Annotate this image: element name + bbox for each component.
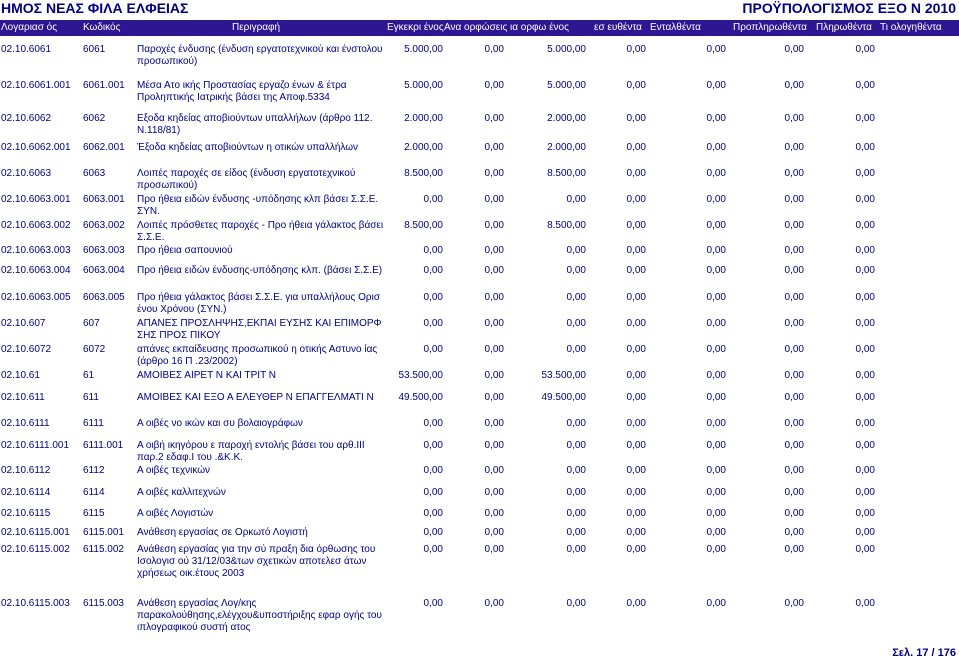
amount-cell: 0,00 [423, 318, 443, 329]
col-prepaid: Προπληρωθέντα [733, 22, 807, 33]
amount-cell: 0,00 [626, 527, 646, 538]
amount-cell: 0,00 [784, 44, 804, 55]
amount-cell: 0,00 [855, 80, 875, 91]
description-cell: Παροχές ένδυσης (ένδυση εργατοτεχνικού και ένστολου προσωπικού) [137, 44, 383, 67]
account-cell: 02.10.6115.003 [1, 598, 70, 609]
amount-cell: 0,00 [706, 113, 726, 124]
amount-cell: 0,00 [855, 598, 875, 609]
amount-cell: 0,00 [626, 440, 646, 451]
amount-cell: 2.000,00 [404, 142, 443, 153]
code-cell: 6061.001 [83, 80, 125, 91]
amount-cell: 0,00 [423, 292, 443, 303]
account-cell: 02.10.6062 [1, 113, 52, 124]
amount-cell: 0,00 [566, 194, 586, 205]
col-committed: εσ ευθέντα [594, 22, 642, 33]
amount-cell: 0,00 [784, 265, 804, 276]
description-cell: Προ ήθεια ειδών ένδυσης -υπόδησης κλπ βάσει Σ.Σ.Ε. ΣΥΝ. [137, 194, 379, 217]
amount-cell: 0,00 [706, 418, 726, 429]
amount-cell: 5.000,00 [404, 44, 443, 55]
amount-cell: 0,00 [484, 80, 504, 91]
amount-cell: 0,00 [626, 292, 646, 303]
amount-cell: 0,00 [626, 487, 646, 498]
table-header [0, 20, 959, 36]
amount-cell: 0,00 [784, 418, 804, 429]
amount-cell: 5.000,00 [547, 80, 586, 91]
amount-cell: 0,00 [423, 465, 443, 476]
description-cell: Ανάθεση εργασίας σε Ορκωτό Λογιστή [137, 527, 308, 538]
account-cell: 02.10.6063.001 [1, 194, 71, 205]
amount-cell: 0,00 [423, 265, 443, 276]
page-header [0, 0, 959, 20]
code-cell: 6062 [83, 113, 106, 124]
amount-cell: 0,00 [626, 508, 646, 519]
col-approved: Εγκεκρι ένος [387, 22, 444, 33]
amount-cell: 0,00 [855, 440, 875, 451]
amount-cell: 0,00 [626, 392, 646, 403]
description-cell: Μέσα Ατο ικής Προστασίας εργαζο ένων & έτρα Προληπτικής Ιατρικής βάσει της Αποφ.5334 [137, 80, 347, 103]
amount-cell: 0,00 [784, 527, 804, 538]
amount-cell: 0,00 [484, 370, 504, 381]
amount-cell: 0,00 [784, 487, 804, 498]
amount-cell: 0,00 [855, 527, 875, 538]
budget-title: ΠΡΟΫΠΟΛΟΓΙΣΜΟΣ ΕΞΟ Ν 2010 [742, 0, 956, 16]
amount-cell: 0,00 [626, 44, 646, 55]
amount-cell: 0,00 [706, 440, 726, 451]
amount-cell: 0,00 [855, 418, 875, 429]
amount-cell: 0,00 [484, 44, 504, 55]
amount-cell: 0,00 [626, 465, 646, 476]
code-cell: 61 [83, 370, 95, 381]
amount-cell: 5.000,00 [547, 44, 586, 55]
amount-cell: 0,00 [706, 220, 726, 231]
account-cell: 02.10.6114 [1, 487, 51, 498]
code-cell: 6063 [83, 168, 106, 179]
code-cell: 607 [83, 318, 100, 329]
description-cell: Ανάθεση εργασίας για την σύ πραξη δια όρθωσης του Ισολογισ ού 31/12/03&των σχετικών αποτελεσ άτων χρήσεως οικ.έτους 2003 [137, 544, 376, 579]
code-cell: 6063.004 [83, 265, 125, 276]
amount-cell: 0,00 [484, 527, 504, 538]
amount-cell: 0,00 [626, 265, 646, 276]
amount-cell: 0,00 [423, 487, 443, 498]
amount-cell: 0,00 [484, 440, 504, 451]
col-reformed: ια ορφω ένος [510, 22, 569, 33]
amount-cell: 53.500,00 [541, 370, 586, 381]
col-invoiced: Τι ολογηθέντα [880, 22, 942, 33]
amount-cell: 0,00 [626, 245, 646, 256]
code-cell: 6115.001 [83, 527, 124, 538]
municipality-title: ΗΜΟΣ ΝΕΑΣ ΦΙΛΑ ΕΛΦΕΙΑΣ [1, 0, 189, 16]
amount-cell: 0,00 [484, 113, 504, 124]
amount-cell: 0,00 [484, 392, 504, 403]
amount-cell: 0,00 [784, 113, 804, 124]
account-cell: 02.10.6115 [1, 508, 51, 519]
amount-cell: 0,00 [706, 598, 726, 609]
amount-cell: 0,00 [626, 113, 646, 124]
amount-cell: 0,00 [784, 344, 804, 355]
account-cell: 02.10.6062.001 [1, 142, 71, 153]
amount-cell: 0,00 [855, 544, 875, 555]
amount-cell: 0,00 [626, 344, 646, 355]
amount-cell: 0,00 [566, 344, 586, 355]
code-cell: 611 [83, 392, 99, 403]
amount-cell: 0,00 [706, 527, 726, 538]
amount-cell: 0,00 [706, 344, 726, 355]
account-cell: 02.10.6115.002 [1, 544, 70, 555]
amount-cell: 0,00 [855, 292, 875, 303]
amount-cell: 0,00 [566, 440, 586, 451]
amount-cell: 0,00 [855, 465, 875, 476]
amount-cell: 0,00 [423, 508, 443, 519]
amount-cell: 0,00 [784, 292, 804, 303]
code-cell: 6112 [83, 465, 105, 476]
amount-cell: 0,00 [626, 142, 646, 153]
amount-cell: 49.500,00 [398, 392, 443, 403]
description-cell: Προ ήθεια γάλακτος βάσει Σ.Σ.Ε. για υπαλλήλους Ορισ ένου Χρόνου (ΣΥΝ.) [137, 292, 380, 315]
amount-cell: 0,00 [855, 508, 875, 519]
amount-cell: 0,00 [566, 318, 586, 329]
amount-cell: 0,00 [706, 487, 726, 498]
page-number: Σελ. 17 / 176 [892, 647, 956, 659]
amount-cell: 0,00 [626, 194, 646, 205]
col-paid: Πληρωθέντα [816, 22, 872, 33]
account-cell: 02.10.611 [1, 392, 45, 403]
code-cell: 6063.002 [83, 220, 125, 231]
code-cell: 6063.003 [83, 245, 125, 256]
amount-cell: 0,00 [484, 598, 504, 609]
amount-cell: 0,00 [855, 318, 875, 329]
amount-cell: 2.000,00 [404, 113, 443, 124]
amount-cell: 0,00 [855, 344, 875, 355]
account-cell: 02.10.6111.001 [1, 440, 70, 451]
amount-cell: 0,00 [423, 544, 443, 555]
col-amendments: Ανα ορφώσεις [444, 22, 508, 33]
amount-cell: 0,00 [484, 465, 504, 476]
account-cell: 02.10.6063.003 [1, 245, 71, 256]
code-cell: 6115.002 [83, 544, 124, 555]
amount-cell: 0,00 [484, 292, 504, 303]
amount-cell: 0,00 [484, 318, 504, 329]
amount-cell: 0,00 [484, 220, 504, 231]
amount-cell: 0,00 [784, 508, 804, 519]
col-code: Κωδικός [83, 22, 121, 33]
description-cell: Προ ήθεια ειδών ένδυσης-υπόδησης κλπ. (βάσει Σ.Σ.Ε) [137, 265, 383, 276]
amount-cell: 0,00 [626, 544, 646, 555]
amount-cell: 0,00 [855, 168, 875, 179]
amount-cell: 0,00 [626, 168, 646, 179]
col-description: Περιγραφή [232, 22, 281, 33]
col-account: Λογαριασ ός [1, 22, 58, 33]
amount-cell: 0,00 [855, 370, 875, 381]
amount-cell: 0,00 [855, 245, 875, 256]
code-cell: 6115.003 [83, 598, 124, 609]
amount-cell: 0,00 [626, 370, 646, 381]
amount-cell: 0,00 [706, 265, 726, 276]
amount-cell: 0,00 [784, 318, 804, 329]
amount-cell: 0,00 [626, 418, 646, 429]
amount-cell: 0,00 [626, 598, 646, 609]
amount-cell: 0,00 [784, 142, 804, 153]
code-cell: 6063.001 [83, 194, 125, 205]
description-cell: Έξοδα κηδείας αποβιούντων η οτικών υπαλλήλων [137, 142, 359, 153]
description-cell: Α οιβές καλλιτεχνών [137, 487, 226, 498]
description-cell: Α οιβές νο ικών και συ βολαιογράφων [137, 418, 303, 429]
col-ordered: Ενταλθέντα [650, 22, 701, 33]
amount-cell: 0,00 [706, 292, 726, 303]
description-cell: ΑΜΟΙΒΕΣ ΚΑΙ ΕΞΟ Α ΕΛΕΥΘΕΡ Ν ΕΠΑΓΓΕΛΜΑΤΙ Ν [137, 392, 374, 403]
amount-cell: 0,00 [484, 245, 504, 256]
amount-cell: 0,00 [784, 220, 804, 231]
amount-cell: 0,00 [484, 418, 504, 429]
amount-cell: 0,00 [706, 318, 726, 329]
amount-cell: 0,00 [855, 44, 875, 55]
amount-cell: 0,00 [784, 598, 804, 609]
amount-cell: 0,00 [566, 487, 586, 498]
amount-cell: 0,00 [706, 465, 726, 476]
description-cell: Ανάθεση εργασίας Λογ/κης παρακολούθησης,ελέγχου&υποστήριξης εφαρ ογής του ιπλογραφικού συστή ατος [137, 598, 382, 633]
amount-cell: 0,00 [855, 194, 875, 205]
description-cell: Α οιβές Λογιστών [137, 508, 214, 519]
amount-cell: 2.000,00 [547, 142, 586, 153]
amount-cell: 0,00 [706, 168, 726, 179]
amount-cell: 0,00 [855, 113, 875, 124]
code-cell: 6072 [83, 344, 106, 355]
amount-cell: 0,00 [706, 80, 726, 91]
amount-cell: 0,00 [626, 318, 646, 329]
code-cell: 6062.001 [83, 142, 125, 153]
amount-cell: 0,00 [784, 245, 804, 256]
amount-cell: 0,00 [484, 142, 504, 153]
amount-cell: 0,00 [855, 142, 875, 153]
amount-cell: 0,00 [706, 142, 726, 153]
amount-cell: 0,00 [484, 194, 504, 205]
amount-cell: 8.500,00 [547, 168, 586, 179]
amount-cell: 0,00 [484, 487, 504, 498]
amount-cell: 0,00 [855, 265, 875, 276]
amount-cell: 0,00 [784, 194, 804, 205]
amount-cell: 0,00 [566, 508, 586, 519]
amount-cell: 0,00 [706, 245, 726, 256]
account-cell: 02.10.6072 [1, 344, 52, 355]
amount-cell: 0,00 [855, 487, 875, 498]
amount-cell: 8.500,00 [404, 168, 443, 179]
account-cell: 02.10.6063 [1, 168, 52, 179]
amount-cell: 0,00 [484, 544, 504, 555]
amount-cell: 8.500,00 [404, 220, 443, 231]
amount-cell: 0,00 [484, 344, 504, 355]
amount-cell: 0,00 [626, 220, 646, 231]
amount-cell: 0,00 [784, 168, 804, 179]
amount-cell: 0,00 [423, 440, 443, 451]
account-cell: 02.10.6063.004 [1, 265, 71, 276]
amount-cell: 0,00 [423, 344, 443, 355]
amount-cell: 0,00 [626, 80, 646, 91]
description-cell: Λοιπές παροχές σε είδος (ένδυση εργατοτεχνικού προσωπικού) [137, 168, 356, 191]
amount-cell: 0,00 [784, 544, 804, 555]
amount-cell: 0,00 [423, 527, 443, 538]
description-cell: Λοιπές πρόσθετες παροχές - Προ ήθεια γάλακτος βάσει Σ.Σ.Ε. [137, 220, 384, 243]
amount-cell: 2.000,00 [547, 113, 586, 124]
amount-cell: 5.000,00 [404, 80, 443, 91]
amount-cell: 0,00 [784, 392, 804, 403]
amount-cell: 0,00 [566, 465, 586, 476]
amount-cell: 0,00 [706, 508, 726, 519]
account-cell: 02.10.6111 [1, 418, 50, 429]
amount-cell: 49.500,00 [541, 392, 586, 403]
code-cell: 6111.001 [83, 440, 124, 451]
amount-cell: 0,00 [855, 220, 875, 231]
amount-cell: 0,00 [566, 418, 586, 429]
amount-cell: 0,00 [784, 440, 804, 451]
amount-cell: 0,00 [484, 168, 504, 179]
account-cell: 02.10.6063.002 [1, 220, 71, 231]
amount-cell: 0,00 [566, 598, 586, 609]
amount-cell: 0,00 [423, 245, 443, 256]
amount-cell: 0,00 [566, 245, 586, 256]
account-cell: 02.10.6061.001 [1, 80, 71, 91]
amount-cell: 0,00 [566, 292, 586, 303]
amount-cell: 0,00 [423, 598, 443, 609]
description-cell: Α οιβές τεχνικών [137, 465, 211, 476]
amount-cell: 0,00 [855, 392, 875, 403]
description-cell: ΑΜΟΙΒΕΣ ΑΙΡΕΤ Ν ΚΑΙ ΤΡΙΤ Ν [137, 370, 276, 381]
account-cell: 02.10.607 [1, 318, 46, 329]
amount-cell: 0,00 [566, 527, 586, 538]
description-cell: απάνες εκπαίδευσης προσωπικού η οτικής Αστυνο ίας (άρθρο 16 Π .23/2002) [137, 344, 378, 367]
account-cell: 02.10.6061 [1, 44, 52, 55]
amount-cell: 0,00 [706, 544, 726, 555]
amount-cell: 0,00 [706, 44, 726, 55]
amount-cell: 0,00 [484, 508, 504, 519]
amount-cell: 0,00 [784, 465, 804, 476]
amount-cell: 0,00 [784, 80, 804, 91]
code-cell: 6061 [83, 44, 106, 55]
code-cell: 6114 [83, 487, 105, 498]
description-cell: ΑΠΑΝΕΣ ΠΡΟΣΛΗΨΗΣ,ΕΚΠΑΙ ΕΥΣΗΣ ΚΑΙ ΕΠΙΜΟΡΦ ΣΗΣ ΠΡΟΣ ΠΙΚΟΥ [137, 318, 382, 341]
code-cell: 6063.005 [83, 292, 125, 303]
code-cell: 6111 [83, 418, 104, 429]
amount-cell: 53.500,00 [398, 370, 443, 381]
account-cell: 02.10.6063.005 [1, 292, 71, 303]
amount-cell: 0,00 [706, 194, 726, 205]
amount-cell: 0,00 [706, 370, 726, 381]
amount-cell: 0,00 [566, 544, 586, 555]
account-cell: 02.10.61 [1, 370, 40, 381]
amount-cell: 0,00 [484, 265, 504, 276]
description-cell: Εξοδα κηδείας αποβιούντων υπαλλήλων (άρθρο 112. Ν.118/81) [137, 113, 373, 136]
amount-cell: 0,00 [423, 194, 443, 205]
amount-cell: 0,00 [566, 265, 586, 276]
description-cell: Α οιβή ικηγόρου ε παροχή εντολής βάσει του αρθ.ΙΙΙ παρ.2 εδαφ.Ι του .&Κ.Κ. [137, 440, 365, 463]
amount-cell: 0,00 [423, 418, 443, 429]
code-cell: 6115 [83, 508, 105, 519]
amount-cell: 0,00 [706, 392, 726, 403]
amount-cell: 0,00 [784, 370, 804, 381]
amount-cell: 8.500,00 [547, 220, 586, 231]
account-cell: 02.10.6112 [1, 465, 51, 476]
description-cell: Προ ήθεια σαπουνιού [137, 245, 233, 256]
account-cell: 02.10.6115.001 [1, 527, 70, 538]
